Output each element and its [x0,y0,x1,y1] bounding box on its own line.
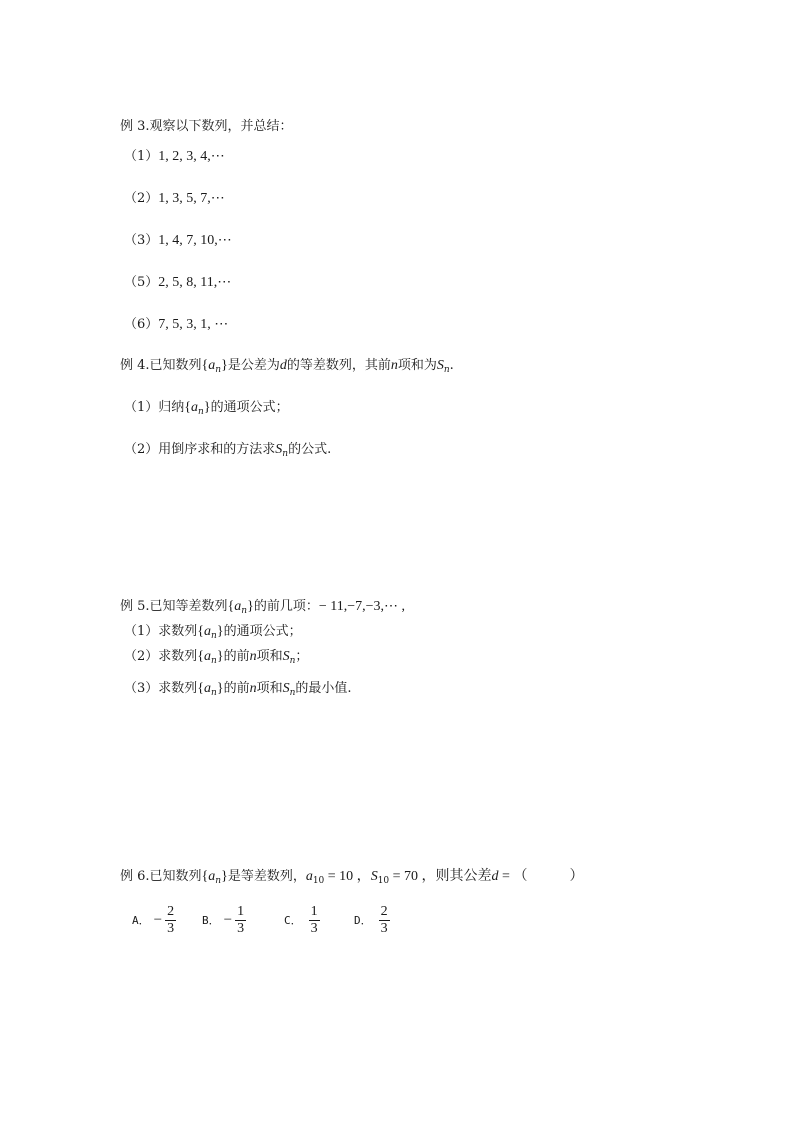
item-label: （6） [124,317,159,332]
item-label: （1） [124,149,159,164]
example-4-question-1: （1）归纳$\{a_n\}$的通项公式； [124,400,289,417]
item-label: （2） [124,191,159,206]
example-4-question-2: （2）用倒序求和的方法求$S_n$的公式. [124,442,332,459]
sequence: 7, 5, 3, 1, ⋯ [158,317,229,332]
example-6-title: 例 6.已知数列$\{a_n\}$是等差数列，$a_{10} = 10$ ，$S_{10} = 70$ ，则其公差d = （ ） [120,869,584,886]
sequence: 1, 4, 7, 10,⋯ [158,233,232,248]
example-5-question-1: （1）求数列$\{a_n\}$的通项公式； [124,624,302,641]
example-5-title: 例 5.已知等差数列$\{a_n\}$的前几项：− 11,−7,−3,⋯ , [120,599,405,616]
sequence: 1, 2, 3, 4,⋯ [158,149,225,164]
example-3-item-1 [124,148,225,166]
example-5-question-3: （3）求数列$\{a_n\}$的前n项和$S_n$的最小值. [124,681,352,698]
option-c[interactable]: C． $\frac{1}{3}$ [284,903,318,936]
example-3-item-2 [124,190,225,208]
example-3-item-3 [124,232,232,250]
item-label: （5） [124,275,159,290]
example-3-title: 例 3.观察以下数列，并总结： [120,119,293,134]
fraction: $\frac{1}{3}$ [310,903,318,936]
example-3-item-5 [124,274,231,292]
fraction: $\frac{1}{3}$ [237,903,245,936]
option-a[interactable]: A． − $\frac{2}{3}$ [132,903,175,936]
item-label: （3） [124,233,159,248]
option-d[interactable]: D． $\frac{2}{3}$ [354,903,388,936]
example-5-question-2: （2）求数列$\{a_n\}$的前n项和$S_n$； [124,649,309,666]
example-3-item-6 [124,316,228,334]
sequence: 2, 5, 8, 11,⋯ [158,275,232,290]
example-4-title: 例 4.已知数列$\{a_n\}$是公差为d的等差数列，其前n项和为$S_n$. [120,358,454,375]
fraction: $\frac{2}{3}$ [380,903,388,936]
sequence: 1, 3, 5, 7,⋯ [158,191,225,206]
fraction: $\frac{2}{3}$ [167,903,175,936]
option-b[interactable]: B． − $\frac{1}{3}$ [202,903,245,936]
